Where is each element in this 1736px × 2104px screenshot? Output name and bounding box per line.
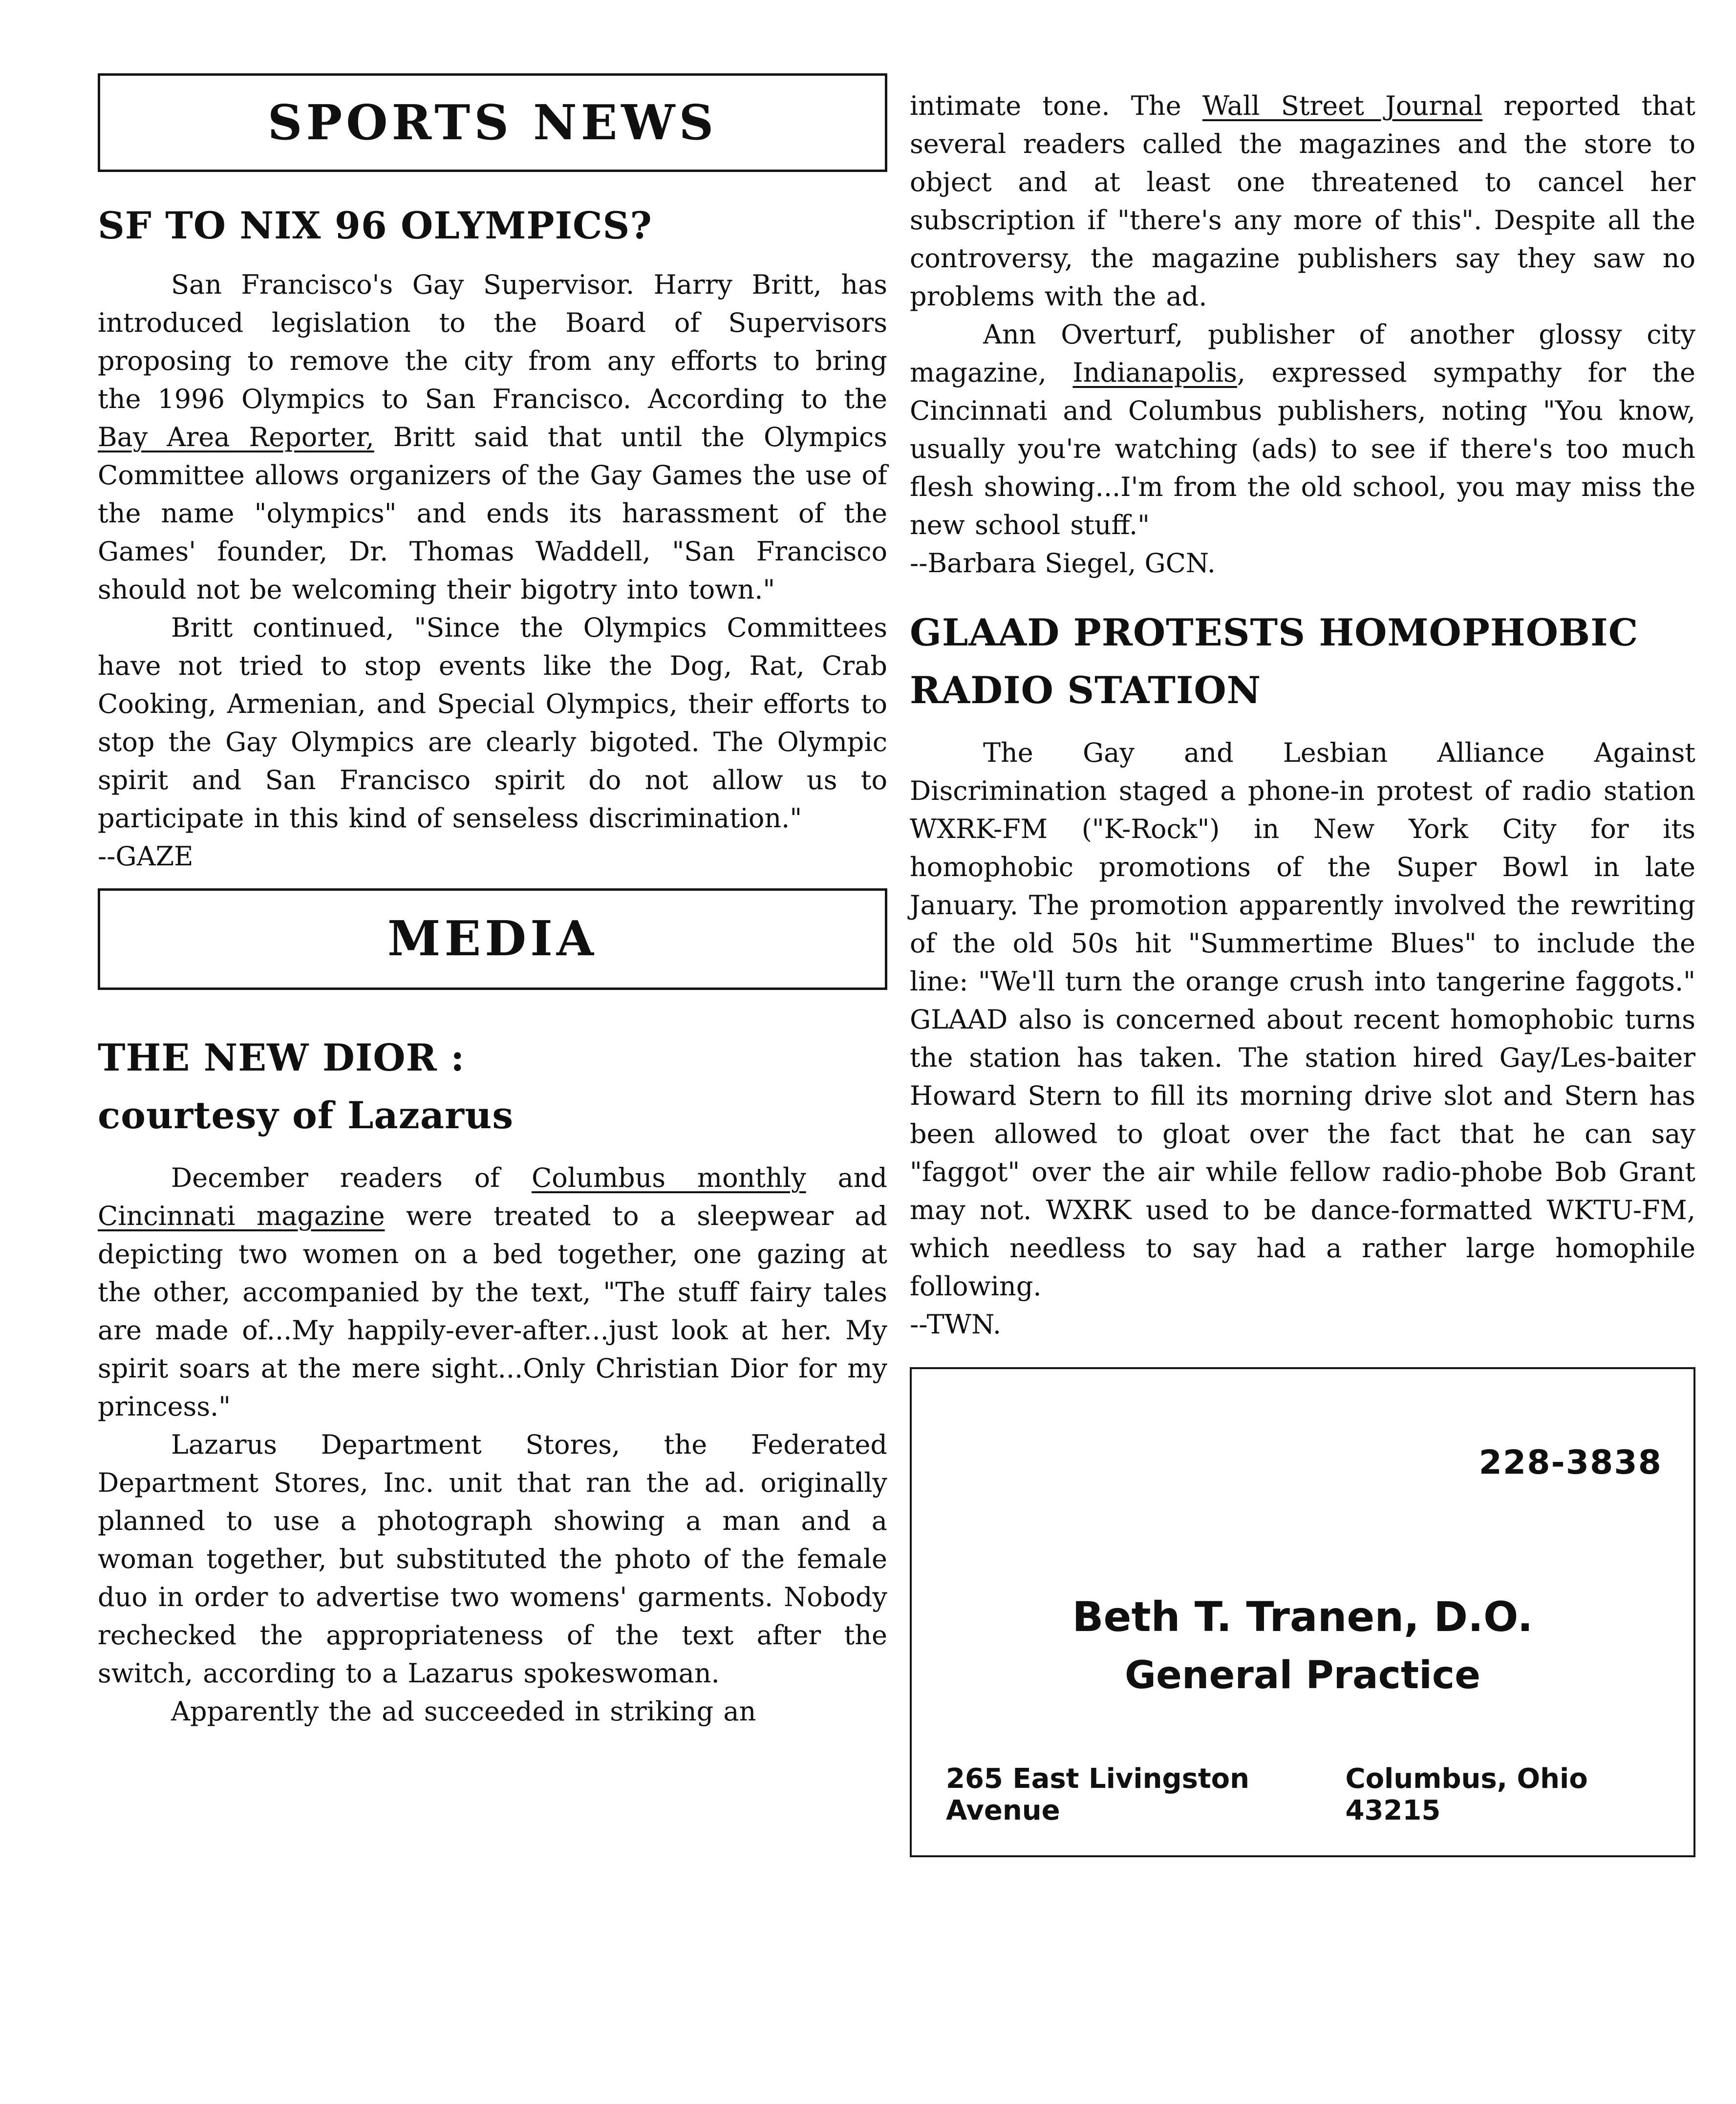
glaad-headline-line-2: RADIO STATION (910, 668, 1262, 712)
olympics-byline: --GAZE (98, 840, 193, 872)
media-section-box (98, 888, 887, 990)
sports-news-section-title: SPORTS NEWS (267, 94, 718, 151)
glaad-headline (910, 604, 1695, 719)
ad-doctor-name: Beth T. Tranen, D.O. (1072, 1593, 1533, 1641)
ad-address-city: Columbus, Ohio 43215 (1345, 1763, 1588, 1826)
media-section-title: MEDIA (387, 911, 598, 967)
dior-headline (98, 1029, 887, 1144)
left-column (98, 0, 887, 1731)
dior-paragraph-2: Lazarus Department Stores, the Federated Department Stores, Inc. unit that ran the ad. originally planned to use a photograph showing a man and a woman together, but substituted the photo of the female duo in order to advertise two womens' garments. Nobody rechecked the appropriateness of the text after the switch, according to a Lazarus spokeswoman. (98, 1429, 887, 1689)
ad-practice-type: General Practice (1124, 1653, 1480, 1697)
dior-paragraph-1: December readers of Columbus monthly and Cincinnati magazine were treated to a sleepwear ad depicting two women on a bed together, one gazing at the other, accompanied by the text, "The stuff fairy tales are made of...My happily-ever-after...just look at her. My spirit soars at the mere sight...Only Christian Dior for my princess." (98, 1162, 887, 1422)
ad-address-street: 265 East Livingston Avenue (946, 1763, 1250, 1826)
media-article-byline: --Barbara Siegel, GCN. (910, 548, 1216, 579)
sports-news-section-box (98, 73, 887, 172)
overturf-paragraph: Ann Overturf, publisher of another glossy city magazine, Indianapolis, expressed sympathy for the Cincinnati and Columbus publishers, noting "You know, usually you're watching (ads) to see if there's too much flesh showing...I'm from the old school, you may miss the new school stuff." (910, 319, 1695, 540)
olympics-paragraph-2: Britt continued, "Since the Olympics Committees have not tried to stop events like the Dog, Rat, Crab Cooking, Armenian, and Special Olympics, their efforts to stop the Gay Olympics are clearly bigoted. The Olympic spirit and San Francisco spirit do not allow us to participate in this kind of senseless discrimination." (98, 612, 887, 834)
dior-paragraph-3: Apparently the ad succeeded in striking an (171, 1696, 756, 1727)
ad-address-line (946, 1763, 1670, 1826)
dior-headline-line-1: THE NEW DIOR : (98, 1035, 465, 1079)
right-column (910, 0, 1695, 1857)
olympics-paragraph-1: San Francisco's Gay Supervisor. Harry Britt, has introduced legislation to the Board of Supervisors proposing to remove the city from any efforts to bring the 1996 Olympics to San Francisco. According to the Bay Area Reporter, Britt said that until the Olympics Committee allows organizers of the Gay Games the use of the name "olympics" and ends its harassment of the Games' founder, Dr. Thomas Waddell, "San Francisco should not be welcoming their bigotry into town." (98, 269, 887, 605)
ad-phone-number: 228-3838 (1479, 1443, 1662, 1482)
glaad-paragraph: The Gay and Lesbian Alliance Against Discrimination staged a phone-in protest of radio station WXRK-FM ("K-Rock") in New York City for its homophobic promotions of the Super Bowl in late January. The promotion apparently involved the rewriting of the old 50s hit "Summertime Blues" to include the line: "We'll turn the orange crush into tangerine faggots." GLAAD also is concerned about recent homophobic turns the station has taken. The station hired Gay/Les-baiter Howard Stern to fill its morning drive slot and Stern has been allowed to gloat over the fact that he can say "faggot" over the air while fellow radio-phobe Bob Grant may not. WXRK used to be dance-formatted WKTU-FM, which needless to say had a rather large homophile following. (910, 737, 1695, 1302)
tranen-ad-box (910, 1367, 1695, 1857)
dior-continuation-paragraph: intimate tone. The Wall Street Journal reported that several readers called the magazines and the store to object and at least one threatened to cancel her subscription if "there's any more of this". Despite all the controversy, the magazine publishers say they saw no problems with the ad. (910, 90, 1696, 312)
olympics-headline: SF TO NIX 96 OLYMPICS? (98, 204, 652, 247)
glaad-headline-line-1: GLAAD PROTESTS HOMOPHOBIC (910, 611, 1639, 654)
glaad-byline: --TWN. (910, 1309, 1002, 1340)
dior-headline-line-2: courtesy of Lazarus (98, 1093, 514, 1137)
